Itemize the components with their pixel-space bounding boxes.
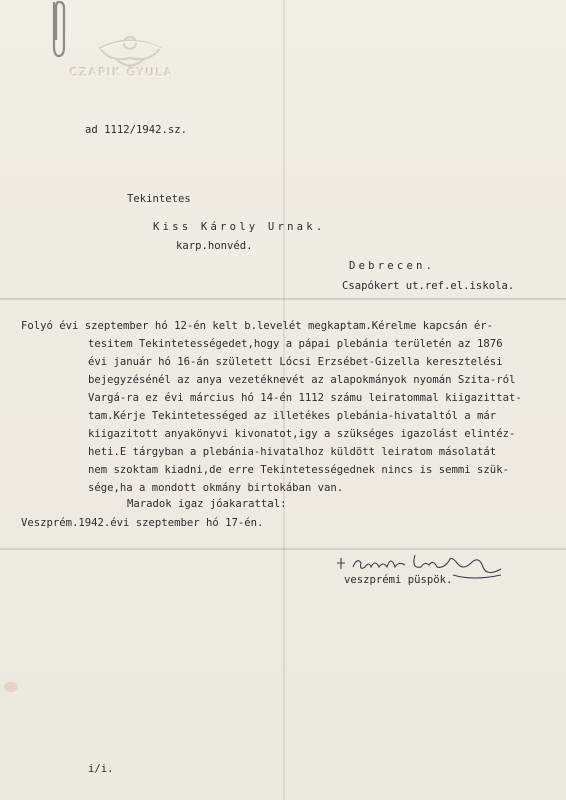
body-line: Folyó évi szeptember hó 12-én kelt b.levelét megkaptam.Kérelme kapcsán ér- xyxy=(21,320,493,332)
handwritten-signature xyxy=(333,545,508,595)
body-line: tesitem Tekintetességedet,hogy a pápai plebánia területén az 1876 xyxy=(88,338,503,350)
signature-title: veszprémi püspök. xyxy=(344,574,453,586)
body-line: heti.E tárgyban a plebánia-hivatalhoz küldött leiratom másolatát xyxy=(88,446,497,458)
recipient-name: Kiss Károly Urnak. xyxy=(153,221,326,233)
body-line: Vargá-ra ez évi március hó 14-én 1112 számu leiratommal kiigazittat- xyxy=(88,392,522,404)
salutation: Tekintetes xyxy=(127,193,191,205)
body-line: évi január hó 16-án született Lócsi Erzsébet-Gizella keresztelési xyxy=(88,356,503,368)
closing: Maradok igaz jóakarattal: xyxy=(127,498,287,510)
body-line: tam.Kérje Tekintetességed az illetékes plebánia-hivataltól a már xyxy=(88,410,497,422)
body-line: kiigazitott anyakönyvi kivonatot,igy a szükséges igazolást elintéz- xyxy=(88,428,516,440)
body-line: bejegyzésénél az anya vezetéknevét az alapokmányok nyomán Szita-ról xyxy=(88,374,516,386)
recipient-city: Debrecen. xyxy=(349,260,436,272)
recipient-address: Csapókert ut.ref.el.iskola. xyxy=(342,280,515,292)
footer-mark: i/i. xyxy=(88,763,114,775)
recipient-rank: karp.honvéd. xyxy=(176,240,253,252)
body-line: sége,ha a mondott okmány birtokában van. xyxy=(88,482,344,494)
place-date: Veszprém.1942.évi szeptember hó 17-én. xyxy=(21,517,264,529)
body-line: nem szoktam kiadni,de erre Tekintetességednek nincs is semmi szük- xyxy=(88,464,509,476)
paper-stain xyxy=(4,682,18,692)
reference-number: ad 1112/1942.sz. xyxy=(85,124,188,136)
letterhead-emboss: CZAPIK GYULA xyxy=(70,66,174,79)
